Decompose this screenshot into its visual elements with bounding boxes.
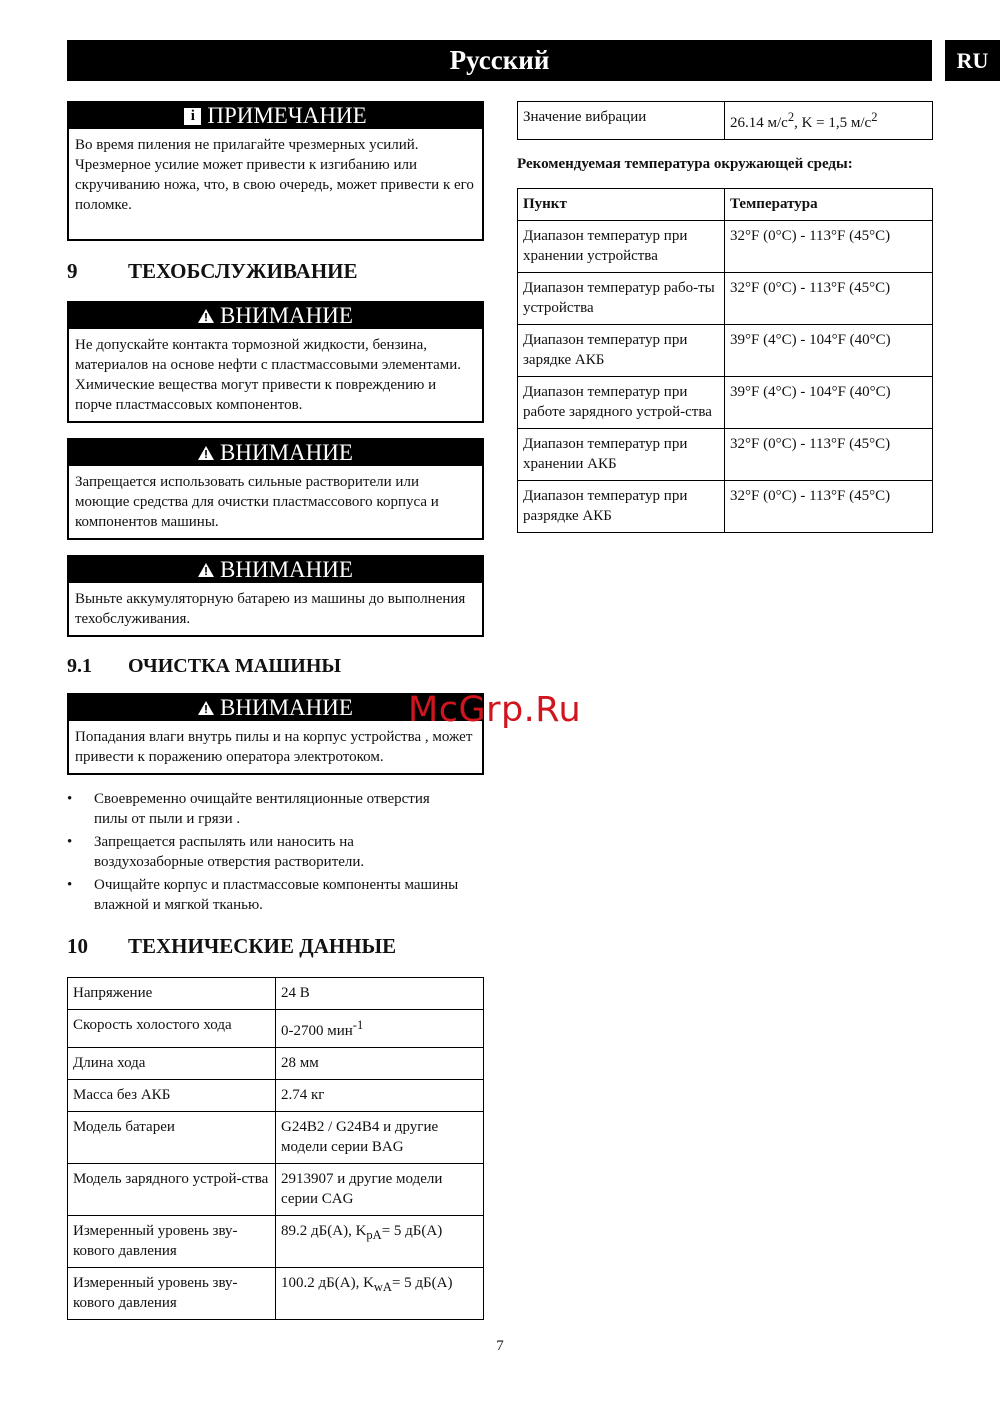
section-9-1-heading <box>67 655 341 678</box>
temperature-table <box>517 188 933 533</box>
cleaning-instructions-list <box>67 789 467 918</box>
cell-superscript: -1 <box>352 1018 364 1032</box>
warning-title: ВНИМАНИЕ <box>220 695 353 720</box>
table-row <box>68 1080 484 1112</box>
table-cell: Модель зарядного устрой-ства <box>68 1164 276 1216</box>
temperature-caption: Рекомендуемая температура окружающей среды: <box>517 156 853 172</box>
warning-triangle-icon <box>198 309 214 323</box>
table-cell: Диапазон температур при работе зарядного устрой-ства <box>518 377 725 429</box>
table-cell: 39°F (4°C) - 104°F (40°C) <box>725 325 933 377</box>
table-row <box>68 1268 484 1320</box>
table-cell: Диапазон температур при разрядке АКБ <box>518 481 725 533</box>
table-row <box>68 1164 484 1216</box>
warning-triangle-icon <box>198 446 214 460</box>
warning-header <box>69 303 482 329</box>
table-row <box>518 325 933 377</box>
warning-box <box>67 555 484 637</box>
list-item: • Запрещается распылять или наносить на воздухозаборные отверстия растворители. <box>67 832 467 872</box>
warning-header <box>69 557 482 583</box>
table-row <box>518 481 933 533</box>
cell-value: = 5 дБ(A) <box>391 1275 453 1291</box>
table-cell: 2.74 кг <box>276 1080 484 1112</box>
table-cell: 39°F (4°C) - 104°F (40°C) <box>725 377 933 429</box>
table-cell: 2913907 и другие модели серии CAG <box>276 1164 484 1216</box>
column-header: Пункт <box>518 189 725 221</box>
table-cell: 32°F (0°C) - 113°F (45°C) <box>725 429 933 481</box>
section-title: ТЕХНИЧЕСКИЕ ДАННЫЕ <box>128 934 397 958</box>
warning-box <box>67 301 484 423</box>
list-item: • Очищайте корпус и пластмассовые компоненты машины влажной и мягкой тканью. <box>67 875 467 915</box>
column-header: Температура <box>725 189 933 221</box>
tech-data-table <box>67 977 484 1320</box>
watermark: McGrp.Ru <box>408 690 582 730</box>
cell-value: = 5 дБ(A) <box>381 1223 443 1239</box>
warning-header <box>69 440 482 466</box>
table-cell: 32°F (0°C) - 113°F (45°C) <box>725 273 933 325</box>
cell-value: 89.2 дБ(A), K <box>281 1223 367 1239</box>
table-row <box>518 429 933 481</box>
vibration-table <box>517 101 933 140</box>
section-number: 9.1 <box>67 655 92 677</box>
language-code: RU <box>956 47 989 73</box>
table-cell: Значение вибрации <box>518 102 725 140</box>
header-title: Русский <box>449 45 550 75</box>
table-cell: 32°F (0°C) - 113°F (45°C) <box>725 481 933 533</box>
section-9-heading <box>67 259 358 284</box>
cell-value: 0-2700 мин <box>281 1023 353 1039</box>
section-title: ТЕХОБСЛУЖИВАНИЕ <box>128 259 358 283</box>
cell-value: , K = 1,5 м/с <box>794 115 872 131</box>
table-cell: Напряжение <box>68 978 276 1010</box>
section-number: 9 <box>67 259 78 283</box>
cell-subscript: wA <box>373 1280 392 1294</box>
table-row <box>68 978 484 1010</box>
note-header <box>69 103 482 129</box>
warning-triangle-icon <box>198 701 214 715</box>
table-row <box>518 273 933 325</box>
table-cell <box>725 102 933 140</box>
language-badge <box>945 40 1000 81</box>
warning-title: ВНИМАНИЕ <box>220 303 353 328</box>
page-header <box>67 40 932 81</box>
table-cell: 32°F (0°C) - 113°F (45°C) <box>725 221 933 273</box>
table-cell <box>276 1216 484 1268</box>
cell-value: 100.2 дБ(A), K <box>281 1275 374 1291</box>
warning-box <box>67 438 484 540</box>
table-row <box>68 1216 484 1268</box>
table-header-row <box>518 189 933 221</box>
note-title: ПРИМЕЧАНИЕ <box>207 103 367 128</box>
table-cell: 28 мм <box>276 1048 484 1080</box>
table-cell: Диапазон температур при хранении устройства <box>518 221 725 273</box>
table-row <box>518 102 933 140</box>
table-cell: Длина хода <box>68 1048 276 1080</box>
table-cell: Скорость холостого хода <box>68 1010 276 1048</box>
note-text: Во время пиления не прилагайте чрезмерных усилий. Чрезмерное усилие может привести к изгибанию или скручиванию ножа, что, в свою очередь, может привести к его поломке. <box>75 137 474 213</box>
table-cell: Диапазон температур при хранении АКБ <box>518 429 725 481</box>
warning-text: Попадания влаги внутрь пилы и на корпус устройства , может привести к поражению оператора электротоком. <box>75 729 473 765</box>
table-cell: 24 В <box>276 978 484 1010</box>
section-title: ОЧИСТКА МАШИНЫ <box>128 655 342 677</box>
list-item: • Своевременно очищайте вентиляционные отверстия пилы от пыли и грязи . <box>67 789 467 829</box>
table-cell: Измеренный уровень зву-кового давления <box>68 1216 276 1268</box>
table-row <box>68 1048 484 1080</box>
cell-superscript: 2 <box>787 110 795 124</box>
cell-superscript: 2 <box>871 110 878 124</box>
cell-value: 26.14 м/с <box>730 115 788 131</box>
warning-text: Выньте аккумуляторную батарею из машины до выполнения техобслуживания. <box>75 591 466 627</box>
warning-text: Не допускайте контакта тормозной жидкости, бензина, материалов на основе нефти с пластмассовыми элементами. Химические вещества могут привести к повреждению и порче пластмассовых компонентов. <box>75 337 462 413</box>
table-cell <box>276 1010 484 1048</box>
note-box <box>67 101 484 241</box>
table-cell: Диапазон температур рабо-ты устройства <box>518 273 725 325</box>
table-row <box>68 1010 484 1048</box>
table-cell: Измеренный уровень зву-кового давления <box>68 1268 276 1320</box>
info-icon: i <box>184 108 201 125</box>
warning-text: Запрещается использовать сильные растворители или моющие средства для очистки пластмассового корпуса и компонентов машины. <box>75 474 439 530</box>
table-cell: G24B2 / G24B4 и другие модели серии BAG <box>276 1112 484 1164</box>
cell-subscript: pA <box>366 1228 382 1242</box>
table-cell: Масса без АКБ <box>68 1080 276 1112</box>
table-cell: Модель батареи <box>68 1112 276 1164</box>
warning-title: ВНИМАНИЕ <box>220 557 353 582</box>
table-cell <box>276 1268 484 1320</box>
table-row <box>518 377 933 429</box>
warning-triangle-icon <box>198 563 214 577</box>
table-row <box>68 1112 484 1164</box>
section-number: 10 <box>67 934 88 958</box>
table-row <box>518 221 933 273</box>
page-number: 7 <box>496 1338 504 1354</box>
warning-title: ВНИМАНИЕ <box>220 440 353 465</box>
section-10-heading <box>67 934 396 959</box>
table-cell: Диапазон температур при зарядке АКБ <box>518 325 725 377</box>
